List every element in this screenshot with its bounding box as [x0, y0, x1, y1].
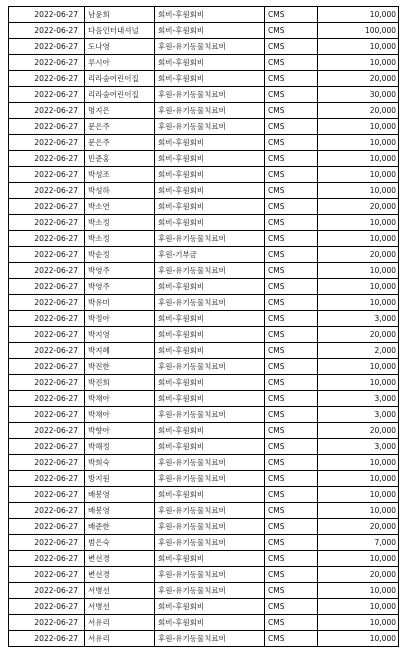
category-cell: 회비-후원회비 [155, 551, 265, 567]
table-row [9, 247, 399, 263]
amount-cell: 2,000 [318, 343, 399, 359]
category-cell: 회비-후원회비 [155, 311, 265, 327]
payment-method-cell: CMS [265, 487, 318, 503]
donor-name-cell: 박소정 [85, 215, 155, 231]
donor-name-cell: 박진한 [85, 359, 155, 375]
table-row [9, 87, 399, 103]
ledger-body [9, 7, 399, 647]
table-row [9, 135, 399, 151]
table-row [9, 599, 399, 615]
date-cell: 2022-06-27 [9, 343, 85, 359]
table-row [9, 551, 399, 567]
date-cell: 2022-06-27 [9, 247, 85, 263]
date-cell: 2022-06-27 [9, 23, 85, 39]
payment-method-cell: CMS [265, 295, 318, 311]
amount-cell: 10,000 [318, 55, 399, 71]
donor-name-cell: 박지영 [85, 327, 155, 343]
payment-method-cell: CMS [265, 391, 318, 407]
category-cell: 후원-유기동물치료비 [155, 263, 265, 279]
payment-method-cell: CMS [265, 311, 318, 327]
table-row [9, 311, 399, 327]
category-cell: 회비-후원회비 [155, 135, 265, 151]
date-cell: 2022-06-27 [9, 535, 85, 551]
payment-method-cell: CMS [265, 407, 318, 423]
amount-cell: 10,000 [318, 119, 399, 135]
table-row [9, 519, 399, 535]
donor-name-cell: 박진희 [85, 375, 155, 391]
payment-method-cell: CMS [265, 263, 318, 279]
table-row [9, 71, 399, 87]
table-row [9, 439, 399, 455]
date-cell: 2022-06-27 [9, 183, 85, 199]
category-cell: 회비-후원회비 [155, 375, 265, 391]
amount-cell: 10,000 [318, 295, 399, 311]
payment-method-cell: CMS [265, 567, 318, 583]
payment-method-cell: CMS [265, 551, 318, 567]
amount-cell: 10,000 [318, 599, 399, 615]
amount-cell: 20,000 [318, 103, 399, 119]
donor-name-cell: 변선경 [85, 567, 155, 583]
table-row [9, 455, 399, 471]
amount-cell: 10,000 [318, 503, 399, 519]
date-cell: 2022-06-27 [9, 407, 85, 423]
amount-cell: 10,000 [318, 359, 399, 375]
date-cell: 2022-06-27 [9, 279, 85, 295]
category-cell: 회비-후원회비 [155, 599, 265, 615]
category-cell: 후원-유기동물치료비 [155, 567, 265, 583]
category-cell: 회비-후원회비 [155, 183, 265, 199]
category-cell: 후원-유기동물치료비 [155, 87, 265, 103]
category-cell: 회비-후원회비 [155, 71, 265, 87]
table-row [9, 631, 399, 647]
payment-method-cell: CMS [265, 7, 318, 23]
date-cell: 2022-06-27 [9, 599, 85, 615]
date-cell: 2022-06-27 [9, 519, 85, 535]
table-row [9, 343, 399, 359]
date-cell: 2022-06-27 [9, 487, 85, 503]
donor-name-cell: 루시아 [85, 55, 155, 71]
table-row [9, 423, 399, 439]
table-row [9, 295, 399, 311]
donor-name-cell: 박희숙 [85, 455, 155, 471]
table-row [9, 487, 399, 503]
amount-cell: 10,000 [318, 471, 399, 487]
category-cell: 후원-유기동물치료비 [155, 295, 265, 311]
category-cell: 회비-후원회비 [155, 279, 265, 295]
payment-method-cell: CMS [265, 439, 318, 455]
donor-name-cell: 문은주 [85, 135, 155, 151]
donor-name-cell: 배봉영 [85, 503, 155, 519]
amount-cell: 30,000 [318, 87, 399, 103]
payment-method-cell: CMS [265, 135, 318, 151]
donor-name-cell: 박유미 [85, 295, 155, 311]
donor-name-cell: 박향아 [85, 423, 155, 439]
date-cell: 2022-06-27 [9, 311, 85, 327]
date-cell: 2022-06-27 [9, 119, 85, 135]
payment-method-cell: CMS [265, 103, 318, 119]
donor-name-cell: 박영주 [85, 279, 155, 295]
table-row [9, 103, 399, 119]
date-cell: 2022-06-27 [9, 7, 85, 23]
amount-cell: 10,000 [318, 183, 399, 199]
category-cell: 회비-후원회비 [155, 199, 265, 215]
date-cell: 2022-06-27 [9, 471, 85, 487]
date-cell: 2022-06-27 [9, 71, 85, 87]
date-cell: 2022-06-27 [9, 567, 85, 583]
amount-cell: 10,000 [318, 231, 399, 247]
table-row [9, 471, 399, 487]
category-cell: 회비-후원회비 [155, 423, 265, 439]
category-cell: 회비-후원회비 [155, 23, 265, 39]
amount-cell: 20,000 [318, 567, 399, 583]
payment-method-cell: CMS [265, 87, 318, 103]
donor-name-cell: 도나영 [85, 39, 155, 55]
payment-method-cell: CMS [265, 183, 318, 199]
table-row [9, 567, 399, 583]
donor-name-cell: 박영주 [85, 263, 155, 279]
payment-method-cell: CMS [265, 503, 318, 519]
category-cell: 후원-유기동물치료비 [155, 519, 265, 535]
category-cell: 회비-후원회비 [155, 391, 265, 407]
donor-name-cell: 박소연 [85, 199, 155, 215]
payment-method-cell: CMS [265, 423, 318, 439]
date-cell: 2022-06-27 [9, 359, 85, 375]
table-row [9, 583, 399, 599]
donor-name-cell: 민준홍 [85, 151, 155, 167]
date-cell: 2022-06-27 [9, 295, 85, 311]
amount-cell: 10,000 [318, 583, 399, 599]
table-row [9, 151, 399, 167]
date-cell: 2022-06-27 [9, 455, 85, 471]
category-cell: 회비-후원회비 [155, 167, 265, 183]
payment-method-cell: CMS [265, 455, 318, 471]
category-cell: 후원-유기동물치료비 [155, 583, 265, 599]
category-cell: 후원-유기동물치료비 [155, 407, 265, 423]
table-row [9, 407, 399, 423]
date-cell: 2022-06-27 [9, 615, 85, 631]
date-cell: 2022-06-27 [9, 327, 85, 343]
amount-cell: 100,000 [318, 23, 399, 39]
category-cell: 후원-유기동물치료비 [155, 119, 265, 135]
donor-name-cell: 박성조 [85, 167, 155, 183]
payment-method-cell: CMS [265, 631, 318, 647]
amount-cell: 10,000 [318, 135, 399, 151]
category-cell: 회비-후원회비 [155, 215, 265, 231]
donor-name-cell: 리라숲어린이집 [85, 87, 155, 103]
table-row [9, 327, 399, 343]
date-cell: 2022-06-27 [9, 375, 85, 391]
donor-name-cell: 박해정 [85, 439, 155, 455]
amount-cell: 20,000 [318, 327, 399, 343]
category-cell: 후원-유기동물치료비 [155, 455, 265, 471]
donor-name-cell: 박지혜 [85, 343, 155, 359]
payment-method-cell: CMS [265, 55, 318, 71]
amount-cell: 10,000 [318, 279, 399, 295]
date-cell: 2022-06-27 [9, 215, 85, 231]
date-cell: 2022-06-27 [9, 135, 85, 151]
category-cell: 회비-후원회비 [155, 327, 265, 343]
table-row [9, 55, 399, 71]
category-cell: 회비-후원회비 [155, 343, 265, 359]
date-cell: 2022-06-27 [9, 263, 85, 279]
payment-method-cell: CMS [265, 119, 318, 135]
payment-method-cell: CMS [265, 599, 318, 615]
table-row [9, 7, 399, 23]
date-cell: 2022-06-27 [9, 167, 85, 183]
payment-method-cell: CMS [265, 359, 318, 375]
donor-name-cell: 방지원 [85, 471, 155, 487]
date-cell: 2022-06-27 [9, 423, 85, 439]
donation-ledger-table [8, 6, 399, 647]
payment-method-cell: CMS [265, 375, 318, 391]
date-cell: 2022-06-27 [9, 103, 85, 119]
amount-cell: 10,000 [318, 455, 399, 471]
donor-name-cell: 서유리 [85, 631, 155, 647]
category-cell: 회비-후원회비 [155, 151, 265, 167]
amount-cell: 20,000 [318, 71, 399, 87]
category-cell: 후원-유기동물치료비 [155, 535, 265, 551]
amount-cell: 10,000 [318, 375, 399, 391]
amount-cell: 3,000 [318, 407, 399, 423]
table-row [9, 215, 399, 231]
table-row [9, 23, 399, 39]
amount-cell: 10,000 [318, 7, 399, 23]
category-cell: 후원-유기동물치료비 [155, 503, 265, 519]
payment-method-cell: CMS [265, 71, 318, 87]
payment-method-cell: CMS [265, 519, 318, 535]
table-row [9, 263, 399, 279]
donor-name-cell: 범은숙 [85, 535, 155, 551]
donor-name-cell: 박정아 [85, 311, 155, 327]
payment-method-cell: CMS [265, 39, 318, 55]
table-row [9, 535, 399, 551]
donor-name-cell: 서유리 [85, 615, 155, 631]
category-cell: 회비-후원회비 [155, 7, 265, 23]
payment-method-cell: CMS [265, 535, 318, 551]
table-row [9, 279, 399, 295]
category-cell: 회비-후원회비 [155, 615, 265, 631]
payment-method-cell: CMS [265, 231, 318, 247]
category-cell: 후원-유기동물치료비 [155, 103, 265, 119]
payment-method-cell: CMS [265, 215, 318, 231]
category-cell: 회비-후원회비 [155, 487, 265, 503]
category-cell: 후원-유기동물치료비 [155, 231, 265, 247]
donor-name-cell: 박소정 [85, 231, 155, 247]
payment-method-cell: CMS [265, 247, 318, 263]
donor-name-cell: 문은주 [85, 119, 155, 135]
amount-cell: 10,000 [318, 551, 399, 567]
donor-name-cell: 리라숲어린이집 [85, 71, 155, 87]
category-cell: 후원-유기동물치료비 [155, 359, 265, 375]
amount-cell: 3,000 [318, 439, 399, 455]
payment-method-cell: CMS [265, 327, 318, 343]
table-row [9, 391, 399, 407]
amount-cell: 7,000 [318, 535, 399, 551]
amount-cell: 10,000 [318, 151, 399, 167]
date-cell: 2022-06-27 [9, 231, 85, 247]
table-row [9, 183, 399, 199]
amount-cell: 10,000 [318, 215, 399, 231]
table-row [9, 615, 399, 631]
date-cell: 2022-06-27 [9, 39, 85, 55]
donor-name-cell: 명지은 [85, 103, 155, 119]
donor-name-cell: 배봉영 [85, 487, 155, 503]
amount-cell: 3,000 [318, 311, 399, 327]
payment-method-cell: CMS [265, 471, 318, 487]
date-cell: 2022-06-27 [9, 391, 85, 407]
payment-method-cell: CMS [265, 343, 318, 359]
date-cell: 2022-06-27 [9, 631, 85, 647]
amount-cell: 10,000 [318, 615, 399, 631]
payment-method-cell: CMS [265, 583, 318, 599]
amount-cell: 10,000 [318, 487, 399, 503]
donor-name-cell: 서병선 [85, 583, 155, 599]
payment-method-cell: CMS [265, 151, 318, 167]
amount-cell: 3,000 [318, 391, 399, 407]
date-cell: 2022-06-27 [9, 199, 85, 215]
category-cell: 후원-기부금 [155, 247, 265, 263]
date-cell: 2022-06-27 [9, 55, 85, 71]
donor-name-cell: 남윤희 [85, 7, 155, 23]
amount-cell: 20,000 [318, 519, 399, 535]
table-row [9, 119, 399, 135]
date-cell: 2022-06-27 [9, 151, 85, 167]
donor-name-cell: 변선경 [85, 551, 155, 567]
date-cell: 2022-06-27 [9, 551, 85, 567]
table-row [9, 167, 399, 183]
category-cell: 후원-유기동물치료비 [155, 471, 265, 487]
date-cell: 2022-06-27 [9, 439, 85, 455]
table-row [9, 503, 399, 519]
payment-method-cell: CMS [265, 279, 318, 295]
amount-cell: 20,000 [318, 199, 399, 215]
table-row [9, 199, 399, 215]
table-row [9, 39, 399, 55]
amount-cell: 10,000 [318, 167, 399, 183]
donor-name-cell: 서병선 [85, 599, 155, 615]
amount-cell: 20,000 [318, 423, 399, 439]
payment-method-cell: CMS [265, 167, 318, 183]
date-cell: 2022-06-27 [9, 87, 85, 103]
table-row [9, 231, 399, 247]
category-cell: 후원-유기동물치료비 [155, 631, 265, 647]
payment-method-cell: CMS [265, 199, 318, 215]
donor-name-cell: 다음인터내셔널 [85, 23, 155, 39]
donor-name-cell: 박채아 [85, 407, 155, 423]
date-cell: 2022-06-27 [9, 503, 85, 519]
date-cell: 2022-06-27 [9, 583, 85, 599]
donor-name-cell: 박순정 [85, 247, 155, 263]
category-cell: 회비-후원회비 [155, 439, 265, 455]
amount-cell: 20,000 [318, 247, 399, 263]
amount-cell: 10,000 [318, 39, 399, 55]
category-cell: 후원-유기동물치료비 [155, 39, 265, 55]
donor-name-cell: 배준한 [85, 519, 155, 535]
payment-method-cell: CMS [265, 23, 318, 39]
donor-name-cell: 박채아 [85, 391, 155, 407]
amount-cell: 10,000 [318, 631, 399, 647]
table-row [9, 359, 399, 375]
category-cell: 회비-후원회비 [155, 55, 265, 71]
donor-name-cell: 박성하 [85, 183, 155, 199]
amount-cell: 10,000 [318, 263, 399, 279]
table-row [9, 375, 399, 391]
payment-method-cell: CMS [265, 615, 318, 631]
